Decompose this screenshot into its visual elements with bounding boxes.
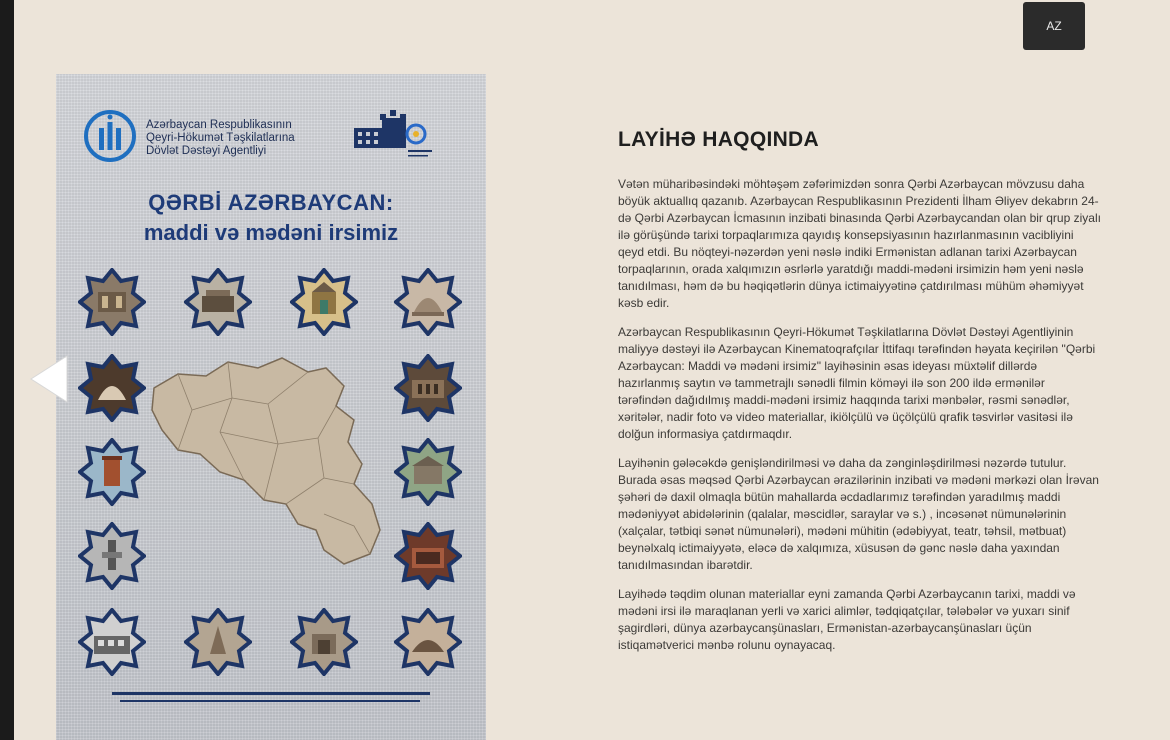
paragraph-line: qeyd etdi. Bu nöqteyi-nəzərdən yeni nəslə indiki Ermənistan adlanan tarixi Azərbaycan xyxy=(618,245,1077,259)
poster-image xyxy=(56,74,486,740)
about-paragraph xyxy=(618,176,1170,312)
star-frame-icon xyxy=(290,268,358,336)
paragraph-line: kəsb edir. xyxy=(618,296,670,310)
paragraph-line: də Qərbi Azərbaycan İcmasının inzibati binasında Qərbi Azərbaycandan olan bir qrup ziyalı xyxy=(618,211,1101,225)
paragraph-line: tərəfindən dağıdılmış maddi-mədəni irsimiz haqqında tarixi mənbələr, rəsmi sənədlər, xyxy=(618,393,1070,407)
page-viewport xyxy=(14,0,1170,740)
agency-logo-icon xyxy=(82,108,138,164)
star-frame-icon xyxy=(394,608,462,676)
paragraph-line: Layihənin gələcəkdə genişləndirilməsi və daha da zənginləşdirilməsi nəzərdə tutulur. xyxy=(618,456,1067,470)
paragraph-line: şagirdləri, dünya azərbaycanşünasları, Ermənistan-azərbaycanşünasları üçün xyxy=(618,621,1032,635)
paragraph-line: Layihədə təqdim olunan materiallar eyni zamanda Qərbi Azərbaycanın tarixi, maddi və xyxy=(618,587,1076,601)
paragraph-line: Vətən müharibəsindəki möhtəşəm zəfərimizdən sonra Qərbi Azərbaycan mövzusu daha xyxy=(618,177,1085,191)
paragraph-line: böyük aktuallıq qazanıb. Azərbaycan Respublikasının Prezidenti İlham Əliyev dekabrın 24- xyxy=(618,194,1099,208)
about-title: LAYİHƏ HAQQINDA xyxy=(618,128,819,151)
poster-subtitle: maddi və mədəni irsimiz xyxy=(143,220,399,245)
about-paragraph xyxy=(618,455,1170,574)
paragraph-line: tanıdılması, həm də bu həqiqətlərin dünya ictimaiyyətinə çatdırılması mühüm əhəmiyyət xyxy=(618,279,1084,293)
paragraph-line: dolğun informasiya çatdırmaqdır. xyxy=(618,427,793,441)
about-paragraph xyxy=(618,586,1170,654)
chevron-left-icon[interactable] xyxy=(29,354,69,404)
star-frame-icon xyxy=(394,354,462,422)
paragraph-line: hazırlanmış saytın və tammetrajlı sənədli filmin köməyi ilə son 200 ildə ermənilər xyxy=(618,376,1045,390)
star-frame-icon xyxy=(394,268,462,336)
poster-title: QƏRBİ AZƏRBAYCAN: xyxy=(148,190,394,215)
paragraph-line: mədəni irsi ilə maraqlanan yerli və xarici alimlər, tədqiqatçılar, tələbələr və yuxarı sinif xyxy=(618,604,1070,618)
paragraph-line: istiqamətverici mənbə rolunu oynayacaq. xyxy=(618,638,836,652)
star-frame-icon xyxy=(78,268,146,336)
paragraph-line: maliyyə dəstəyi ilə Azərbaycan Kinematoqrafçılar İttifaqı tərəfindən həyata keçirilən "Qərbi xyxy=(618,342,1096,356)
paragraph-line: mədəniyyət abidələrinin (qalalar, məscidlər, saraylar və s.) , incəsənət nümunələrinin xyxy=(618,507,1067,521)
paragraph-line: ilə görüşündə tarixi torpaqlarımıza qayıdış konsepsiyasının hazırlanmasının vacibliyini xyxy=(618,228,1074,242)
paragraph-line: Azərbaycan Respublikasının Qeyri-Hökumət Təşkilatlarına Dövlət Dəstəyi Agentliyinin xyxy=(618,325,1074,339)
paragraph-line: Burada əsas məqsəd Qərbi Azərbaycan ərazilərinin inzibati və mədəni mərkəzi olan İrəvan xyxy=(618,473,1099,487)
about-paragraph xyxy=(618,324,1170,443)
star-frame-icon xyxy=(394,438,462,506)
agency-line: Dövlət Dəstəyi Agentliyi xyxy=(146,145,267,157)
paragraph-line: (xalçalar, tətbiqi sənət nümunələri), mədəni mühitin (ədəbiyyat, teatr, təhsil, mətbuat) xyxy=(618,524,1067,538)
paragraph-line: xəritələr, nadir foto və video materiallar, ikiölçülü və üçölçülü qrafik təsvirlər vasitəsi ilə xyxy=(618,410,1073,424)
paragraph-line: tanıdılmasından ibarətdir. xyxy=(618,558,753,572)
star-frame-icon xyxy=(184,268,252,336)
decorative-line xyxy=(112,692,430,695)
paragraph-line: torpaqlarının, orada xalqımızın əsrlərlə yaratdığı maddi-mədəni irsimizin həm yeni nəslə xyxy=(618,262,1084,276)
film-union-logo-icon xyxy=(352,106,442,162)
star-frame-icon xyxy=(78,354,146,422)
star-frame-icon xyxy=(78,438,146,506)
paragraph-line: Azərbaycan: Maddi və mədəni irsimiz" layihəsinin əsas ideyası müxtəlif dillərdə xyxy=(618,359,1038,373)
language-switch-button[interactable]: AZ xyxy=(1023,2,1085,50)
decorative-line xyxy=(120,700,420,702)
agency-name xyxy=(146,119,336,158)
star-frame-icon xyxy=(290,608,358,676)
star-frame-icon xyxy=(184,608,252,676)
agency-line: Qeyri-Hökumət Təşkilatlarına xyxy=(146,132,295,144)
star-frame-icon xyxy=(78,522,146,590)
about-section xyxy=(618,128,1170,666)
map-illustration xyxy=(148,354,388,569)
star-frame-icon xyxy=(78,608,146,676)
star-frame-icon xyxy=(394,522,462,590)
agency-line: Azərbaycan Respublikasının xyxy=(146,119,292,131)
paragraph-line: beynəlxalq ictimaiyyətə, eləcə də xalqımıza, xüsusən də gənc nəslə daha yaxından xyxy=(618,541,1060,555)
paragraph-line: şəhəri də daxil olmaqla bütün mahallarda əcdadlarımız tərəfindən yaradılmış maddi xyxy=(618,490,1061,504)
